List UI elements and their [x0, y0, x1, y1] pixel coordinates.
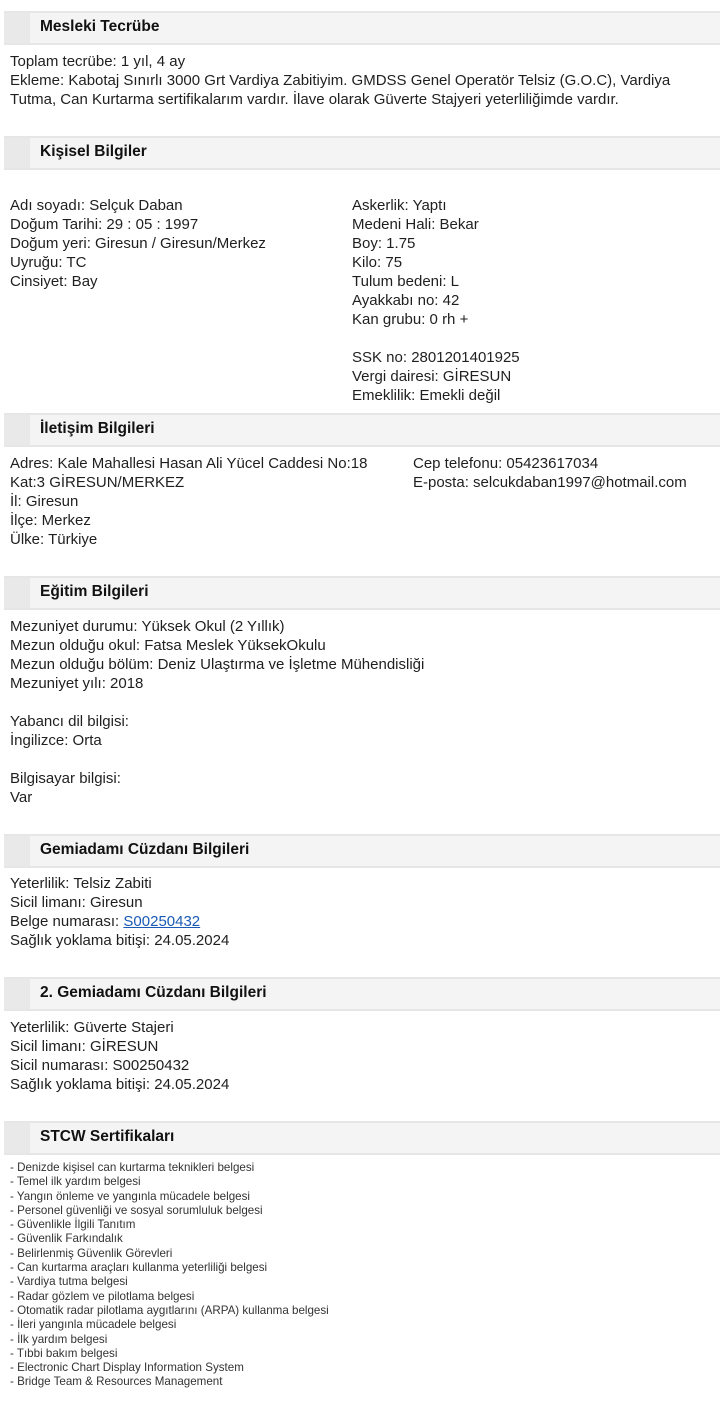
section-header-seaman-book: [4, 834, 720, 868]
certificate-item: - İleri yangınla mücadele belgesi: [10, 1318, 177, 1332]
experience-block: [10, 52, 710, 109]
personal-field: Tulum bedeni: L: [352, 273, 460, 290]
personal-field: Doğum yeri: Giresun / Giresun/Merkez: [10, 235, 266, 252]
certificate-item: - Otomatik radar pilotlama aygıtlarını (ARPA) kullanma belgesi: [10, 1303, 329, 1317]
certificate-item: - Temel ilk yardım belgesi: [10, 1175, 141, 1189]
computer-label: Bilgisayar bilgisi:: [10, 770, 121, 787]
section-title: STCW Sertifikaları: [40, 1128, 175, 1145]
certificate-item: - Personel güvenliği ve sosyal sorumluluk belgesi: [10, 1203, 263, 1217]
certificate-item: - Belirlenmiş Güvenlik Görevleri: [10, 1246, 173, 1260]
personal-field: Vergi dairesi: GİRESUN: [352, 368, 512, 385]
contact-field: İlçe: Merkez: [10, 512, 91, 529]
registry-port: Sicil limanı: Giresun: [10, 894, 143, 911]
registry-port: Sicil limanı: GİRESUN: [10, 1038, 159, 1055]
section-header-personal: [4, 136, 720, 170]
section-header-stcw: [4, 1121, 720, 1155]
contact-right: [413, 454, 718, 492]
section-header-seaman-book-2: [4, 977, 720, 1011]
seaman-book-2-block: [10, 1018, 710, 1094]
document-number-link[interactable]: S00250432: [123, 913, 201, 930]
certificate-item: - Güvenlikle İlgili Tanıtım: [10, 1218, 136, 1232]
section-title: 2. Gemiadamı Cüzdanı Bilgileri: [40, 984, 267, 1001]
personal-field: Cinsiyet: Bay: [10, 273, 98, 290]
section-header-experience: [4, 11, 720, 45]
experience-note: Ekleme: Kabotaj Sınırlı 3000 Grt Vardiya Zabitiyim. GMDSS Genel Operatör Telsiz (G.O.C), Vardiya Tutma, Can Kurtarma sertifikalarım vardır. İlave olarak Güverte Stajyeri yeterliliğimde vardır.: [10, 72, 671, 108]
certificate-item: - Can kurtarma araçları kullanma yeterliliği belgesi: [10, 1261, 268, 1275]
personal-field: SSK no: 2801201401925: [352, 349, 520, 366]
section-title: Eğitim Bilgileri: [40, 583, 149, 600]
certificate-item: - İlk yardım belgesi: [10, 1332, 108, 1346]
certificate-item: - Yangın önleme ve yangınla mücadele belgesi: [10, 1189, 250, 1203]
health-check-end: Sağlık yoklama bitişi: 24.05.2024: [10, 1076, 230, 1093]
education-field: Mezuniyet durumu: Yüksek Okul (2 Yıllık): [10, 618, 285, 635]
certificate-item: - Bridge Team & Resources Management: [10, 1375, 223, 1389]
stcw-list: [10, 1161, 710, 1390]
mobile-phone: Cep telefonu: 05423617034: [413, 455, 599, 472]
certificate-item: - Electronic Chart Display Information System: [10, 1361, 244, 1375]
section-header-education: [4, 576, 720, 610]
personal-field: Kilo: 75: [352, 254, 403, 271]
email: E-posta: selcukdaban1997@hotmail.com: [413, 474, 687, 491]
personal-left: [10, 196, 340, 291]
personal-field: Doğum Tarihi: 29 : 05 : 1997: [10, 216, 199, 233]
section-title: Kişisel Bilgiler: [40, 143, 147, 160]
contact-field: Ülke: Türkiye: [10, 531, 98, 548]
education-field: Mezun olduğu bölüm: Deniz Ulaştırma ve İşletme Mühendisliği: [10, 656, 425, 673]
seaman-book-block: [10, 874, 710, 950]
personal-field: Ayakkabı no: 42: [352, 292, 460, 309]
section-header-contact: [4, 413, 720, 447]
education-field: Mezuniyet yılı: 2018: [10, 675, 144, 692]
registry-number: Sicil numarası: S00250432: [10, 1057, 190, 1074]
personal-field: Emeklilik: Emekli değil: [352, 387, 501, 404]
language-label: Yabancı dil bilgisi:: [10, 713, 129, 730]
qualification: Yeterlilik: Telsiz Zabiti: [10, 875, 152, 892]
contact-field: Kat:3 GİRESUN/MERKEZ: [10, 474, 185, 491]
certificate-item: - Radar gözlem ve pilotlama belgesi: [10, 1289, 195, 1303]
document-number-row: [10, 912, 710, 931]
personal-field: Uyruğu: TC: [10, 254, 87, 271]
language-value: İngilizce: Orta: [10, 732, 102, 749]
document-number-label: Belge numarası:: [10, 913, 124, 930]
certificate-item: - Denizde kişisel can kurtarma teknikleri belgesi: [10, 1161, 255, 1174]
section-title: Gemiadamı Cüzdanı Bilgileri: [40, 841, 250, 858]
certificate-item: - Vardiya tutma belgesi: [10, 1275, 128, 1289]
personal-right: [352, 196, 712, 405]
section-title: Mesleki Tecrübe: [40, 18, 160, 35]
health-check-end: Sağlık yoklama bitişi: 24.05.2024: [10, 932, 230, 949]
personal-field: Boy: 1.75: [352, 235, 416, 252]
personal-field: Askerlik: Yaptı: [352, 197, 447, 214]
education-block: [10, 617, 710, 807]
qualification: Yeterlilik: Güverte Stajeri: [10, 1019, 174, 1036]
total-experience: Toplam tecrübe: 1 yıl, 4 ay: [10, 53, 186, 70]
contact-field: Adres: Kale Mahallesi Hasan Ali Yücel Caddesi No:18: [10, 455, 368, 472]
personal-field: Kan grubu: 0 rh +: [352, 311, 469, 328]
contact-field: İl: Giresun: [10, 493, 79, 510]
personal-field: Medeni Hali: Bekar: [352, 216, 479, 233]
education-field: Mezun olduğu okul: Fatsa Meslek YüksekOkulu: [10, 637, 326, 654]
certificate-item: - Tıbbi bakım belgesi: [10, 1346, 118, 1360]
computer-value: Var: [10, 789, 33, 806]
personal-field: Adı soyadı: Selçuk Daban: [10, 197, 183, 214]
section-title: İletişim Bilgileri: [40, 420, 155, 437]
certificate-item: - Güvenlik Farkındalık: [10, 1232, 123, 1246]
contact-left: [10, 454, 410, 549]
